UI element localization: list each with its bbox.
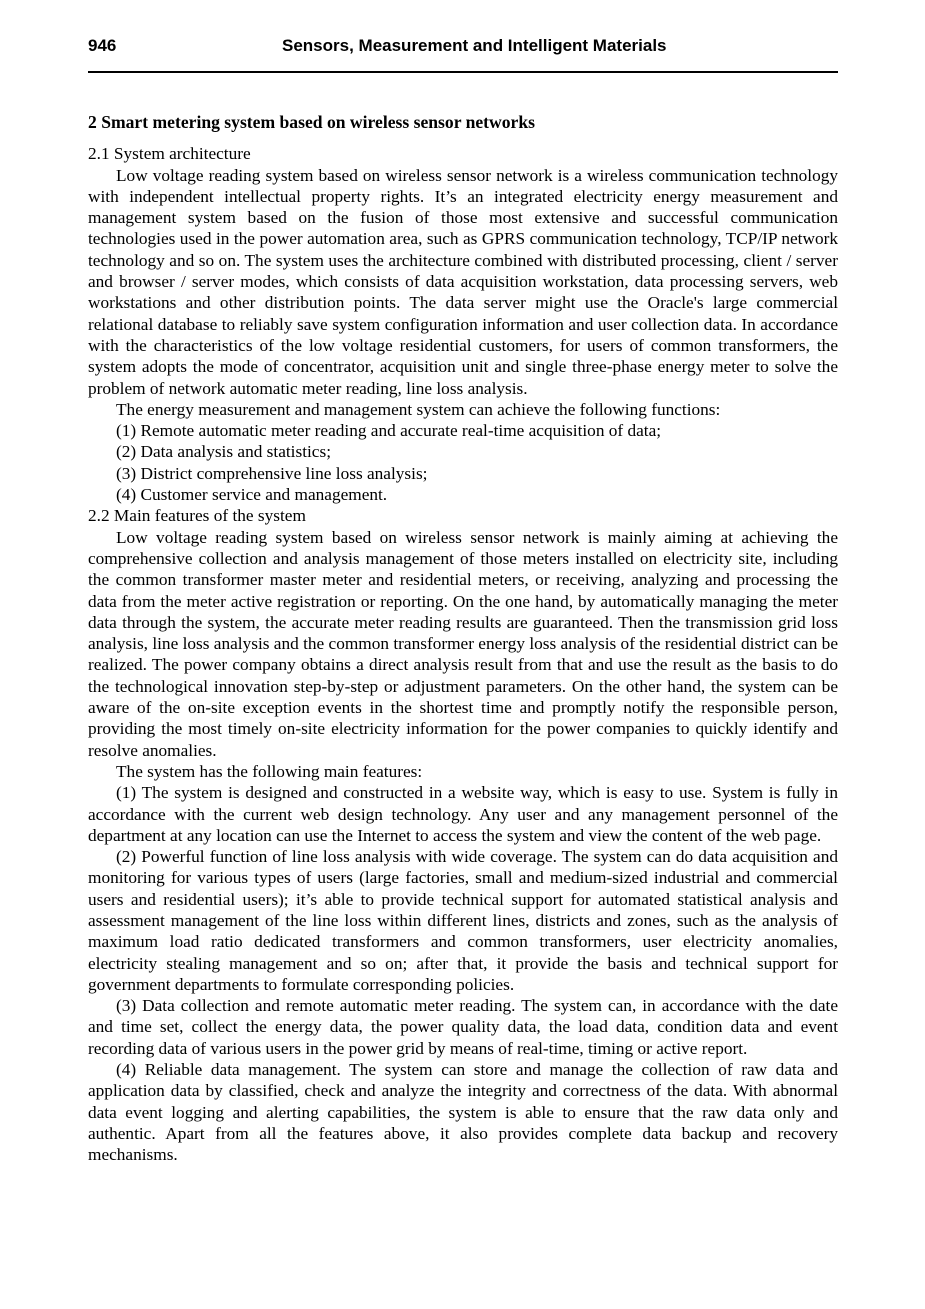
function-list-item-1: (1) Remote automatic meter reading and accurate real-time acquisition of data; — [116, 421, 662, 441]
page-content — [88, 112, 838, 1166]
subsection-2-2-title: 2.2 Main features of the system — [88, 506, 306, 526]
paragraph-main-features-overview: Low voltage reading system based on wireless sensor network is mainly aiming at achieving the comprehensive collection and analysis management of those meters installed on electricity site, including the common transformer master meter and residential meters, or receiving, analyzing and processing the data from the meter active registration or reporting. On the one hand, by automatically managing the meter data through the system, the accurate meter reading results are guaranteed. Then the transmission grid loss analysis, line loss analysis and the common transformer energy loss analysis of the residential district can be realized. The power company obtains a direct analysis result from that and use the result as the basis to do the technological innovation step-by-step or adjustment parameters. On the other hand, the system can be aware of the on-site exception events in the shortest time and promptly notify the responsible person, providing the most timely on-site electricity information for the power companies to quickly identify and resolve anomalies. — [88, 527, 838, 760]
paragraph-functions-intro: The energy measurement and management system can achieve the following functions: — [116, 399, 721, 419]
header-rule — [88, 71, 838, 73]
feature-paragraph-2: (2) Powerful function of line loss analysis with wide coverage. The system can do data acquisition and monitoring for various types of users (large factories, small and medium-sized industrial and commercial users and residential users); it’s able to provide technical support for automated statistical analysis and assessment management of the line loss within different lines, districts and zones, such as the analysis of maximum load ratio dedicated transformers and common transformers, user electricity anomalies, electricity stealing management and so on; after that, it provide the basis and technical support for government departments to formulate corresponding policies. — [88, 847, 838, 994]
feature-paragraph-4: (4) Reliable data management. The system can store and manage the collection of raw data and application data by classified, check and analyze the integrity and correctness of the data. With abnormal data event logging and alerting capabilities, the system is able to ensure that the raw data only and authentic. Apart from all the features above, it also provides complete data backup and recovery mechanisms. — [88, 1060, 838, 1165]
section-heading: 2 Smart metering system based on wireless sensor networks — [88, 112, 535, 132]
feature-paragraph-1: (1) The system is designed and constructed in a website way, which is easy to use. System is fully in accordance with the current web design technology. Any user and any management personnel of the department at any location can use the Internet to access the system and view the content of the web page. — [88, 783, 838, 845]
function-list-item-2: (2) Data analysis and statistics; — [116, 442, 332, 462]
page-header — [88, 36, 838, 58]
running-title: Sensors, Measurement and Intelligent Materials — [282, 36, 667, 55]
paragraph-system-architecture: Low voltage reading system based on wireless sensor network is a wireless communication technology with independent intellectual property rights. It’s an integrated electricity energy measurement and management system based on the fusion of those most extensive and successful communication technologies used in the power automation area, such as GPRS communication technology, TCP/IP network technology and so on. The system uses the architecture combined with distributed processing, client / server and browser / server modes, which consists of data acquisition workstation, data processing servers, web workstations and other distribution points. The data server might use the Oracle's large commercial relational database to reliably save system configuration information and user collection data. In accordance with the characteristics of the low voltage residential customers, for users of common transformers, the system adopts the mode of concentrator, acquisition unit and single three-phase energy meter to solve the problem of network automatic meter reading, line loss analysis. — [88, 165, 838, 398]
subsection-2-1-title: 2.1 System architecture — [88, 144, 251, 164]
function-list-item-4: (4) Customer service and management. — [116, 485, 388, 505]
page-number: 946 — [88, 36, 117, 55]
function-list-item-3: (3) District comprehensive line loss analysis; — [116, 463, 428, 483]
paragraph-features-intro: The system has the following main features: — [116, 761, 423, 781]
feature-paragraph-3: (3) Data collection and remote automatic meter reading. The system can, in accordance with the date and time set, collect the energy data, the power quality data, the load data, condition data and event recording data of various users in the power grid by means of real-time, timing or active report. — [88, 996, 838, 1058]
